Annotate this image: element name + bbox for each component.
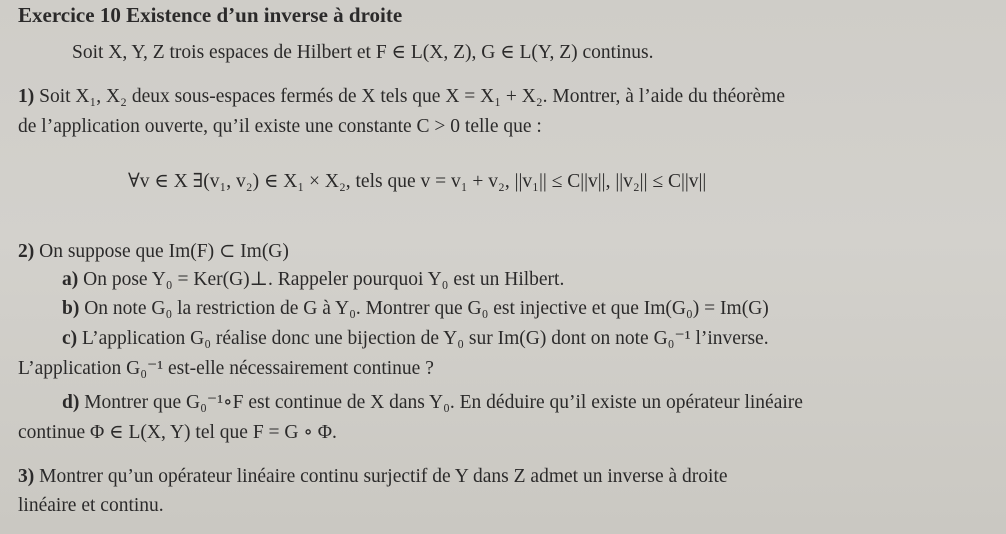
question-2-label: 2) <box>18 241 35 262</box>
question-2a <box>62 268 564 292</box>
question-3-line-1 <box>18 465 728 489</box>
question-2-text: On suppose que Im(F) ⊂ Im(G) <box>39 241 289 262</box>
question-2c-line-2: L’application G₀⁻¹ est-elle nécessairement continue ? <box>18 358 434 379</box>
question-2d-text: Montrer que G₀⁻¹∘F est continue de X dans Y₀. En déduire qu’il existe un opérateur linéaire <box>84 392 803 413</box>
question-2d-line-2: continue Φ ∈ L(X, Y) tel que F = G ∘ Φ. <box>18 422 337 443</box>
question-1-line-2: de l’application ouverte, qu’il existe une constante C > 0 telle que : <box>18 116 542 137</box>
question-2a-text: On pose Y₀ = Ker(G)⊥. Rappeler pourquoi Y₀ est un Hilbert. <box>83 269 565 290</box>
intro-text: Soit X, Y, Z trois espaces de Hilbert et F ∈ L(X, Z), G ∈ L(Y, Z) continus. <box>72 42 654 63</box>
question-1-formula: ∀v ∈ X ∃(v₁, v₂) ∈ X₁ × X₂, tels que v = v₁ + v₂, ||v₁|| ≤ C||v||, ||v₂|| ≤ C||v|| <box>128 171 707 192</box>
question-2b-text: On note G₀ la restriction de G à Y₀. Montrer que G₀ est injective et que Im(G₀) = Im(G) <box>84 298 769 319</box>
question-2c-line-1 <box>62 327 769 351</box>
question-2b-label: b) <box>62 298 80 319</box>
question-2a-label: a) <box>62 269 79 290</box>
question-1-text: Soit X₁, X₂ deux sous-espaces fermés de X tels que X = X₁ + X₂. Montrer, à l’aide du théorème <box>39 86 786 107</box>
question-3-label: 3) <box>18 466 35 487</box>
question-2d-label: d) <box>62 392 80 413</box>
question-1-line-1 <box>18 85 785 109</box>
question-2c-text: L’application G₀ réalise donc une bijection de Y₀ sur Im(G) dont on note G₀⁻¹ l’inverse. <box>82 328 769 349</box>
question-2b <box>62 297 769 321</box>
question-1-label: 1) <box>18 86 35 107</box>
question-2c-label: c) <box>62 328 78 349</box>
question-2d-line-1 <box>62 391 803 415</box>
question-3-line-2: linéaire et continu. <box>18 495 164 516</box>
question-3-text: Montrer qu’un opérateur linéaire continu surjectif de Y dans Z admet un inverse à droite <box>39 466 728 487</box>
exercise-title: Exercice 10 Existence d’un inverse à droite <box>18 3 403 27</box>
question-2 <box>18 240 289 264</box>
